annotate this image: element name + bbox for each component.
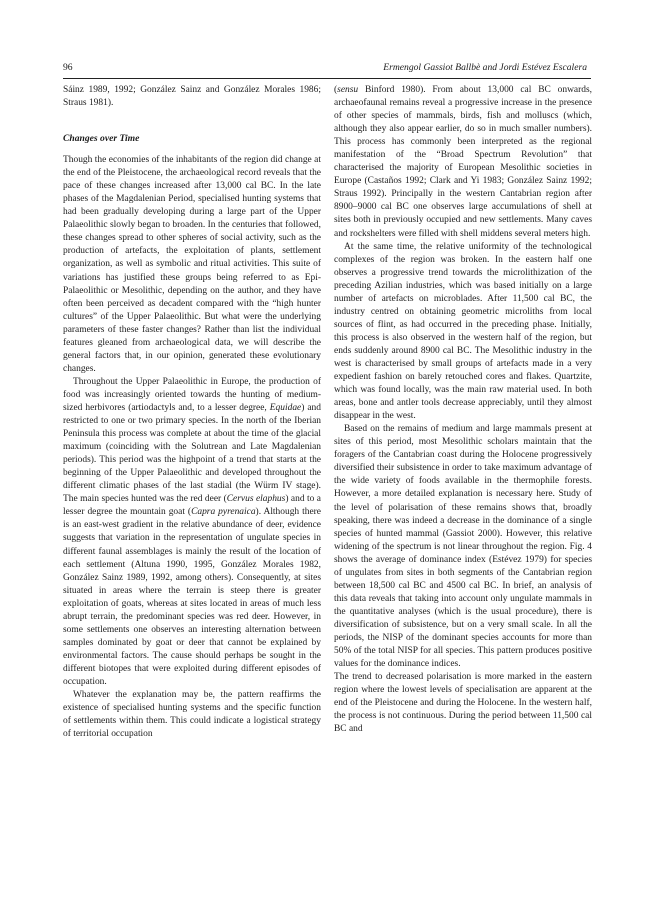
paragraph: Whatever the explanation may be, the pattern reaffirms the existence of specialised hunting systems and the specific function of settlements within them. This could indicate a logistical strategy of territorial occupation (63, 690, 321, 740)
continued-citation: Sáinz 1989, 1992; González Sainz and González Morales 1986; Straus 1981). (63, 85, 321, 109)
paragraph: At the same time, the relative uniformity of the technological complexes of the region was broken. In the eastern half one observes a progressive trend towards the microlithization of the preceding Azilian industries, which was based initially on a large number of artefacts on microblades. After 11,500 cal BC, the industry centred on obtaining geometric microliths from local sources of flint, as had occurred in the preceding phase. Initially, this process is also observed in the western half of the region, but ends suddenly around 8900 cal BC. The Mesolithic industry in the west is characterised by small groups of artefacts made in a very expedient fashion on barely retouched cores and flakes. Quartzite, which was found locally, was the main raw material used. In both areas, bone and antler tools decrease appreciably, until they almost disappear in the west. (334, 241, 592, 422)
right-column (334, 84, 592, 736)
paragraph: Throughout the Upper Palaeolithic in Europe, the production of food was increasingly oriented towards the hunting of medium-sized herbivores (artiodactyls and, to a lesser degree, Equidae) and restricted to one or two primary species. In the north of the Iberian Peninsula this process was complete at about the time of the glacial maximum (coinciding with the Solutrean and Late Magdalenian periods). This period was the highpoint of a trend that starts at the beginning of the Upper Palaeolithic and developed throughout the different climatic phases of the last stadial (the Würm IV stage). The main species hunted was the red deer (Cervus elaphus) and to a lesser degree the mountain goat (Capra pyrenaica). Although there is an east-west gradient in the relative abundance of deer, evidence suggests that variation in the representation of ungulate species in different faunal assemblages is mainly the result of the location of each settlement (Altuna 1990, 1995, González Morales 1982, González Sainz 1989, 1992, among others). Consequently, at sites situated in areas where the terrain is steep there is greater exploitation of goats, whereas at sites located in areas of much less abrupt terrain, the predominant species was red deer. However, in some settlements one observes an interesting alternation between samples dominated by goat or deer that cannot be explained by environmental factors. The cause should perhaps be sought in the different biotopes that were exploited during different episodes of occupation. (63, 376, 321, 687)
page-number: 96 (63, 62, 73, 73)
taxon-italic: Capra pyrenaica (191, 507, 256, 518)
paragraph: The trend to decreased polarisation is more marked in the eastern region where the lowest levels of specialisation are apparent at the end of the Pleistocene and during the Holocene. In the western half, the process is not continuous. During the period between 11,500 cal BC and (334, 672, 592, 735)
section-heading: Changes over Time (63, 133, 140, 145)
paragraph: Based on the remains of medium and large mammals present at sites of this period, most Mesolithic scholars maintain that the foragers of the Cantabrian coast during the Holocene progressively diversified their subsistence in order to take maximum advantage of the wide variety of foods available in the thermophile forests. However, a more detailed explanation is necessary here. Study of the level of polarisation of these remains shows that, broadly speaking, there was indeed a decrease in the dominance of a single species of hunted mammal (Gassiot 2000). However, this relative widening of the spectrum is not linear throughout the region. Fig. 4 shows the average of dominance index (Estévez 1979) for species of ungulates from sites in both segments of the Cantabrian region between 18,500 cal BC and 4500 cal BC. In brief, an analysis of this data reveals that taking into account only ungulate mammals in the quantitative analyses (which is the usual procedure), there is diversification of subsistence, but on a very small scale. In all the periods, the NISP of the dominant species accounts for more than 50% of the total NISP for all species. This pattern produces positive values for the dominance indices. (334, 424, 592, 670)
paragraph: (sensu Binford 1980). From about 13,000 cal BC onwards, archaeofaunal remains reveal a progressive increase in the presence of other species of mammals, birds, fish and molluscs (which, although they also appear earlier, do so in much smaller numbers). This process has commonly been interpreted as the regional manifestation of the “Broad Spectrum Revolution” that characterised the majority of European Mesolithic societies in Europe (Castaños 1992; Clark and Yi 1983; González Sainz 1992; Straus 1992). Principally in the western Cantabrian region after 8900–9000 cal BC one observes large accumulations of shell at sites both in previously occupied and new settlements. Many caves and rockshelters were filled with shell middens several meters high. (334, 85, 592, 239)
latin-italic: sensu (337, 85, 359, 95)
running-head: Ermengol Gassiot Ballbè and Jordi Estévez Escalera (383, 62, 587, 73)
taxon-italic: Equidae (269, 402, 302, 413)
paragraph: Though the economies of the inhabitants of the region did change at the end of the Pleistocene, the archaeological record reveals that the pace of these changes increased after 13,000 cal BC. In the late phases of the Magdalenian Period, specialised hunting systems that had been gradually developing during a large part of the Upper Palaeolithic slowly began to broaden. In the centuries that followed, these changes spread to other spheres of social activity, such as the production of artefacts, the exploitation of plants, settlement organization, as well as symbolic and ritual activities. This suite of variations has justified these groups being referred to as Epi-Palaeolithic or Mesolithic, depending on the author, and they have often been perceived as decadent compared with the “high hunter cultures” of the Upper Palaeolithic. But what were the underlying parameters of these faster changes? Rather than list the individual features gleaned from archaeological data, we will describe the general factors that, in our opinion, generated these evolutionary changes. (63, 155, 321, 374)
left-column (63, 84, 321, 741)
header-rule (63, 78, 591, 79)
taxon-italic: Cervus elaphus (226, 494, 286, 505)
